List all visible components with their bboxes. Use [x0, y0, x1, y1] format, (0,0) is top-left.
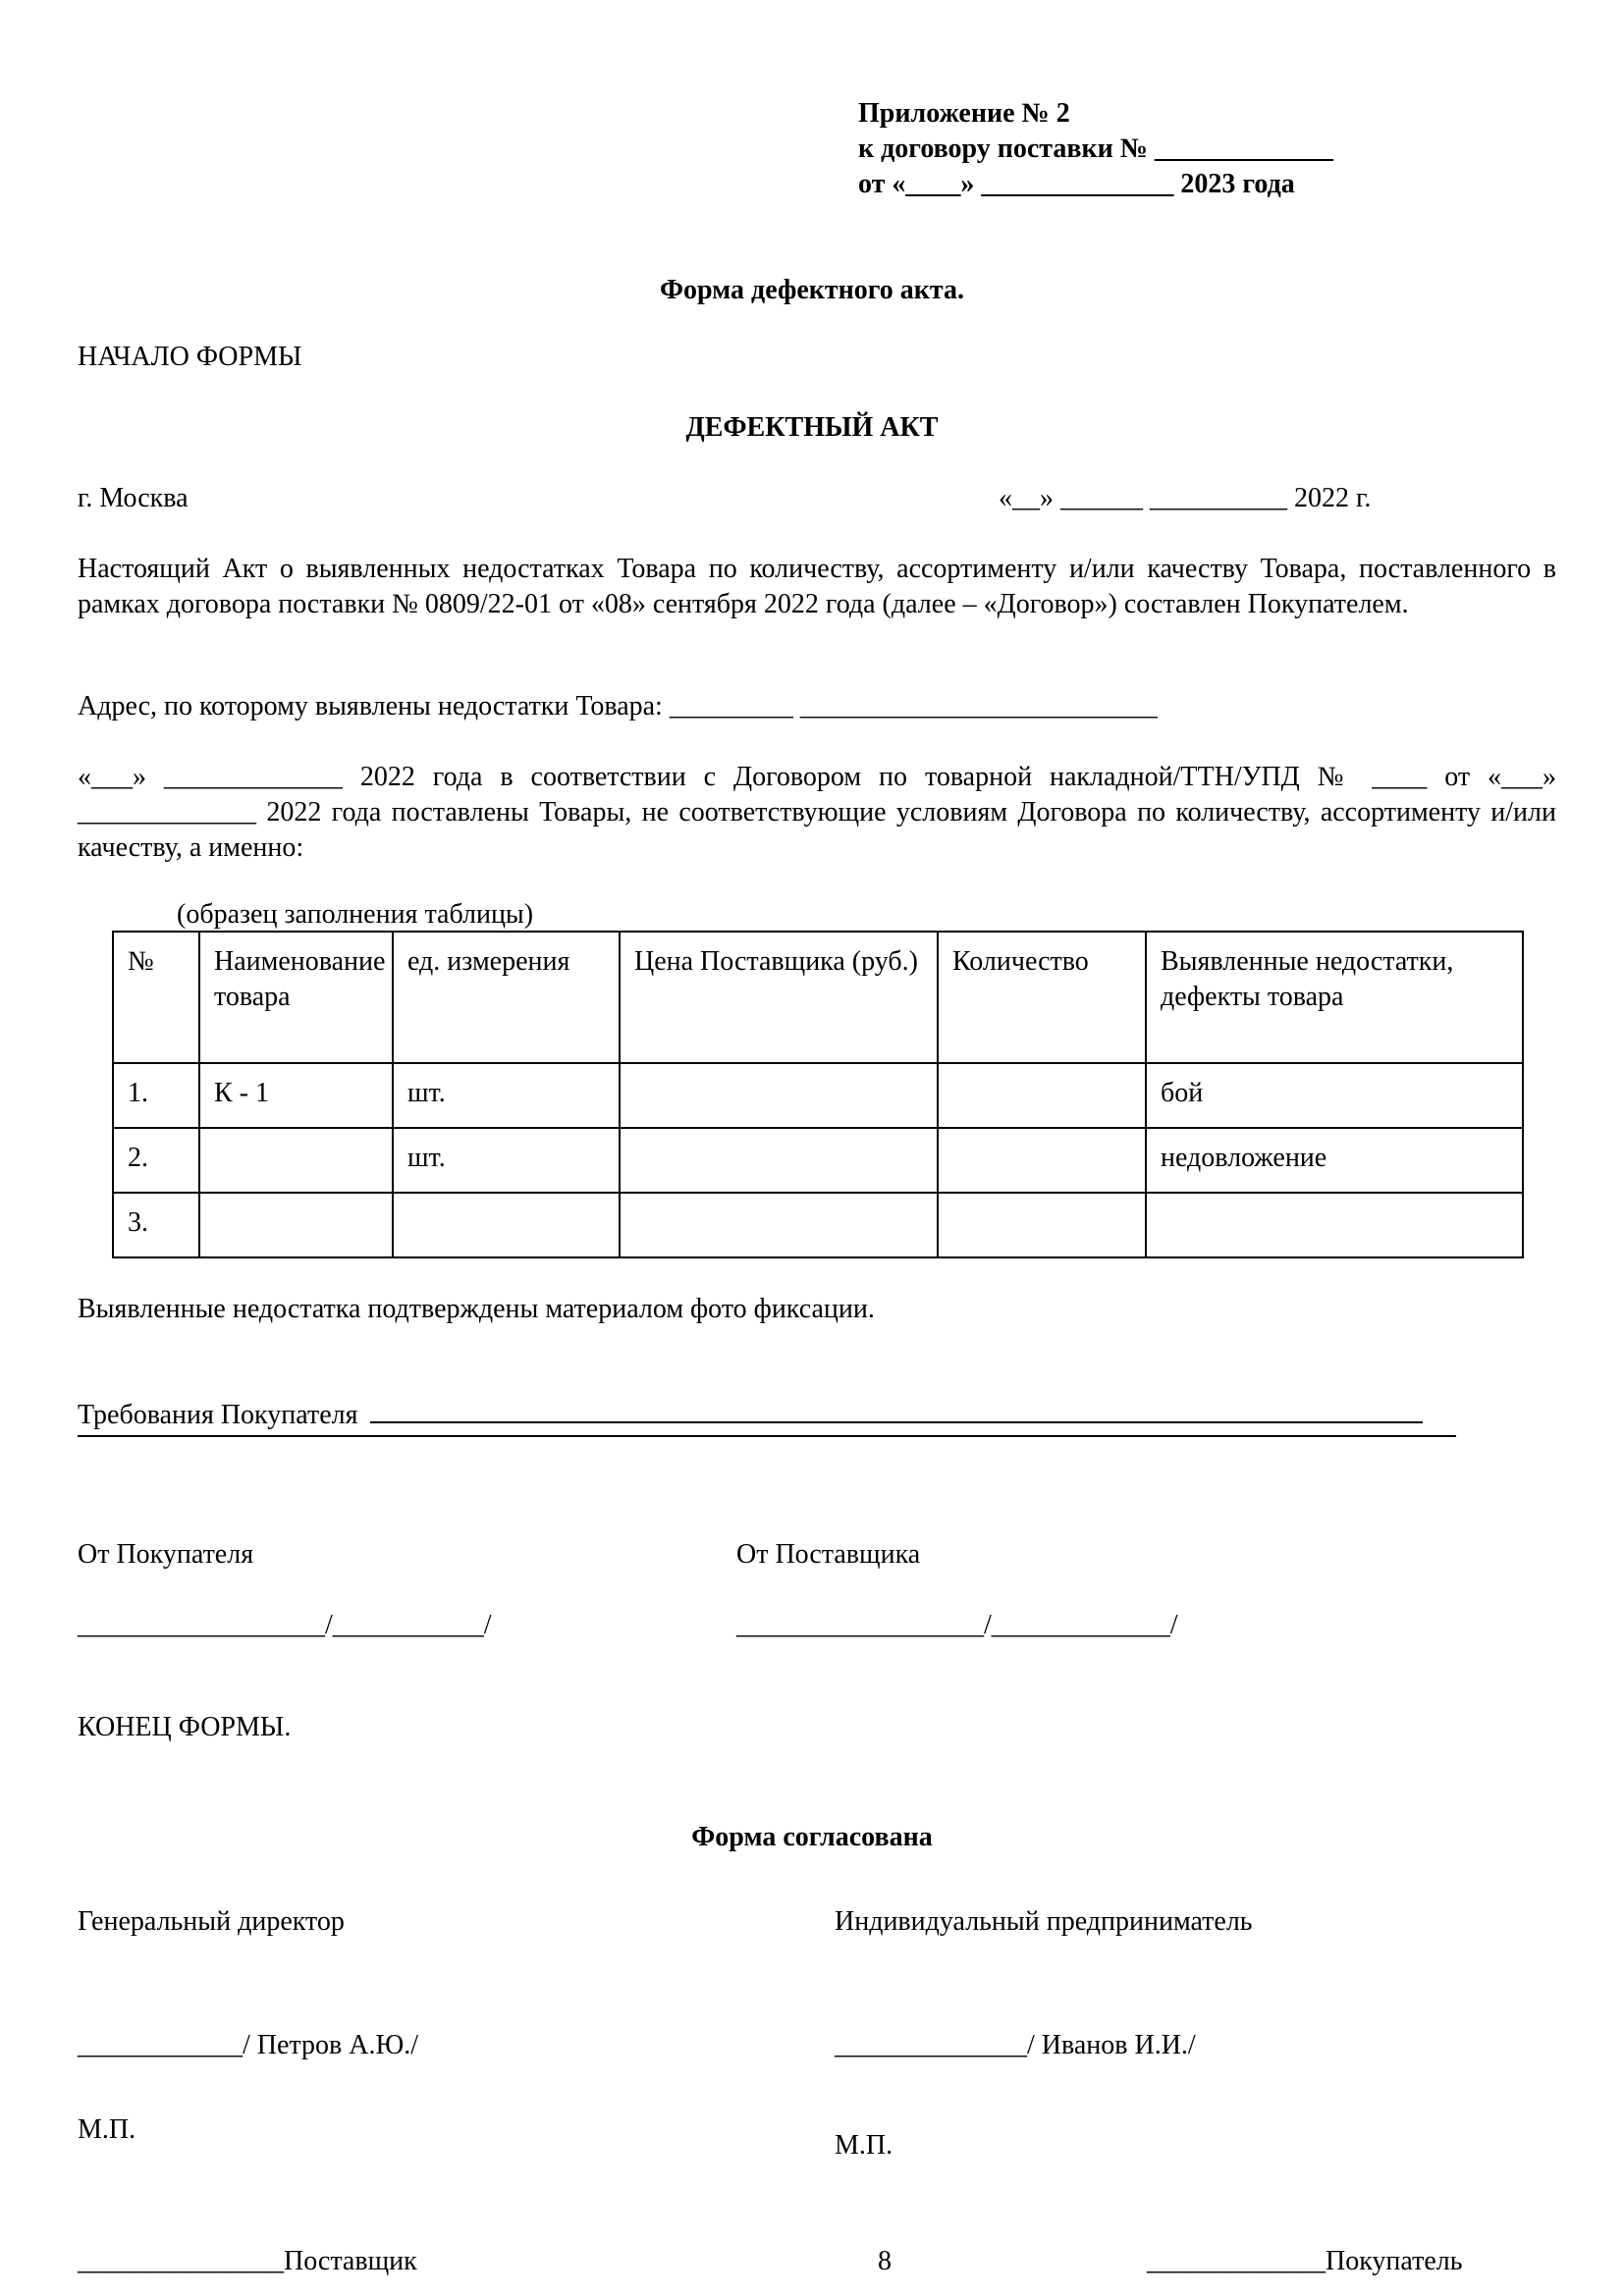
cell-defects [1146, 1193, 1523, 1257]
requirements-second-line [78, 1435, 1456, 1437]
left-party-title: Генеральный директор [78, 1906, 345, 1937]
cell-product-name [199, 1128, 393, 1193]
cell-defects: недовложение [1146, 1128, 1523, 1193]
right-party-title: Индивидуальный предприниматель [835, 1906, 1253, 1937]
cell-product-name: К - 1 [199, 1063, 393, 1128]
right-party-signature: ______________/ Иванов И.И./ [835, 2030, 1196, 2060]
header-supplier-price: Цена Поставщика (руб.) [620, 932, 938, 1063]
footer-supplier: _______________Поставщик [78, 2246, 417, 2276]
buyer-requirements-label: Требования Покупателя [78, 1400, 358, 1430]
header-defects: Выявленные недостатки, дефекты товара [1146, 932, 1523, 1063]
footer-buyer: _____________Покупатель [1147, 2246, 1463, 2276]
table-header-row [113, 932, 1523, 1063]
cell-product-name [199, 1193, 393, 1257]
appendix-line-2: к договору поставки № _____________ [858, 133, 1333, 164]
cell-unit: шт. [393, 1128, 620, 1193]
supplier-signature-line: __________________/_____________/ [736, 1610, 1178, 1640]
appendix-line-3: от «____» ______________ 2023 года [858, 169, 1295, 199]
delivery-paragraph: «___» _____________ 2022 года в соответствии с Договором по товарной накладной/ТТН/УПД № ____ от «___» _____________ 2022 года поставлены Товары, не соответствующие условиям Договора по количеству, ассортименту и/или качеству, а именно: [78, 762, 1556, 863]
table-row [113, 1063, 1523, 1128]
cell-number: 3. [113, 1193, 199, 1257]
cell-supplier-price [620, 1063, 938, 1128]
buyer-signature-line: __________________/___________/ [78, 1610, 492, 1640]
right-party-stamp: М.П. [835, 2130, 893, 2161]
left-party-stamp: М.П. [78, 2114, 136, 2145]
cell-quantity [938, 1193, 1146, 1257]
appendix-line-1: Приложение № 2 [858, 98, 1070, 129]
table-row [113, 1193, 1523, 1257]
cell-quantity [938, 1063, 1146, 1128]
form-title: Форма дефектного акта. [659, 275, 965, 305]
form-end-label: КОНЕЦ ФОРМЫ. [78, 1712, 292, 1742]
act-title: ДЕФЕКТНЫЙ АКТ [685, 412, 939, 443]
requirements-fill-line [370, 1421, 1423, 1423]
form-start-label: НАЧАЛО ФОРМЫ [78, 342, 302, 372]
cell-supplier-price [620, 1193, 938, 1257]
buyer-requirements [78, 1398, 1423, 1433]
form-agreed-title: Форма согласована [691, 1822, 933, 1852]
address-line: Адрес, по которому выявлены недостатки Товара: _________ __________________________ [78, 691, 1158, 721]
cell-supplier-price [620, 1128, 938, 1193]
act-date-line: «__» ______ __________ 2022 г. [999, 483, 1372, 513]
from-buyer-label: От Покупателя [78, 1539, 254, 1570]
from-supplier-label: От Поставщика [736, 1539, 921, 1570]
header-unit: ед. измерения [393, 932, 620, 1063]
cell-number: 2. [113, 1128, 199, 1193]
city: г. Москва [78, 483, 189, 513]
cell-defects: бой [1146, 1063, 1523, 1128]
header-number: № [113, 932, 199, 1063]
page-number: 8 [878, 2246, 892, 2276]
cell-unit: шт. [393, 1063, 620, 1128]
header-quantity: Количество [938, 932, 1146, 1063]
defects-table [112, 931, 1524, 1258]
cell-unit [393, 1193, 620, 1257]
left-party-signature: ____________/ Петров А.Ю./ [78, 2030, 419, 2060]
intro-paragraph: Настоящий Акт о выявленных недостатках Товара по количеству, ассортименту и/или качеству Товара, поставленного в рамках договора поставки № 0809/22-01 от «08» сентября 2022 года (далее – «Договор») составлен Покупателем. [78, 554, 1556, 619]
table-row [113, 1128, 1523, 1193]
table-caption: (образец заполнения таблицы) [177, 899, 534, 930]
cell-quantity [938, 1128, 1146, 1193]
cell-number: 1. [113, 1063, 199, 1128]
header-product-name: Наименование товара [199, 932, 393, 1063]
photo-confirmation: Выявленные недостатка подтверждены материалом фото фиксации. [78, 1294, 875, 1324]
